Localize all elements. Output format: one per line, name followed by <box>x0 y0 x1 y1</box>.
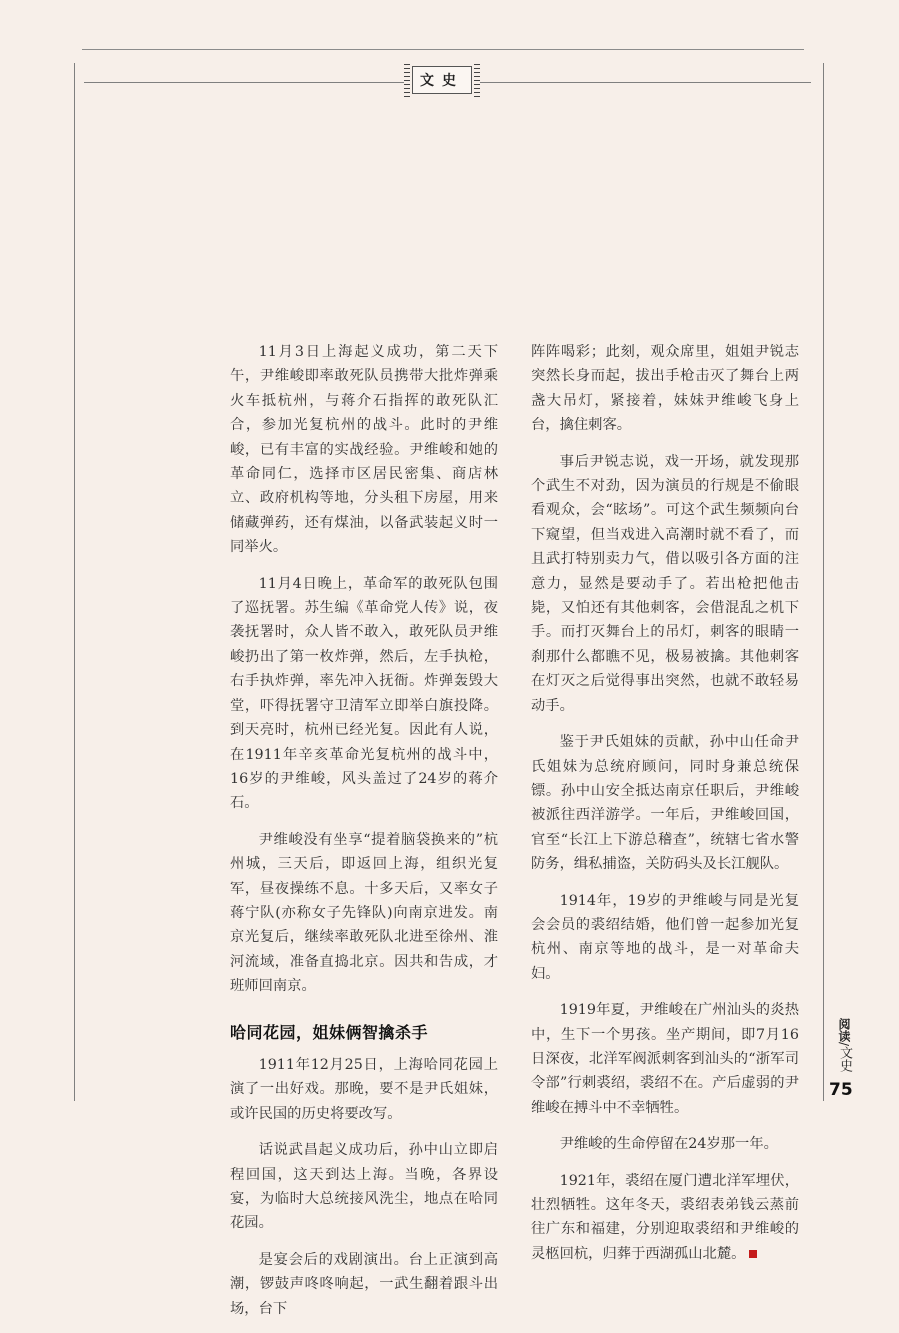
magazine-section-label <box>832 1018 854 1072</box>
paragraph: 11月4日晚上，革命军的敢死队包围了巡抚署。苏生编《革命党人传》说，夜袭抚署时，众人皆不敢入，敢死队员尹维峻扔出了第一枚炸弹，然后，左手执枪，右手执炸弹，率先冲入抚衙。炸弹轰毁大堂，吓得抚署守卫清军立即举白旗投降。到天亮时，杭州已经光复。因此有人说，在1911年辛亥革命光复杭州的战斗中，16岁的尹维峻，风头盖过了24岁的蒋介石。 <box>230 575 498 812</box>
frame-left-rule <box>74 63 75 1101</box>
paragraph-final-text: 1921年，裘绍在厦门遭北洋军埋伏，壮烈牺牲。这年冬天，裘绍表弟钱云蒸前往广东和福建，分别迎取裘绍和尹维峻的灵柩回杭，归葬于西湖孤山北麓。 <box>531 1172 799 1262</box>
paragraph: 鉴于尹氏姐妹的贡献，孙中山任命尹氏姐妹为总统府顾问，同时身兼总统保镖。孙中山安全抵达南京任职后，尹维峻被派往西洋游学。一年后，尹维峻回国，官至“长江上下游总稽查”，统辖七省水警防务，缉私捕盗，关防码头及长江舰队。 <box>531 734 799 873</box>
section-tag <box>404 64 480 97</box>
paragraph: 1919年夏，尹维峻在广州汕头的炎热中，生下一个男孩。坐产期间，即7月16日深夜，北洋军阀派刺客到汕头的“浙军司令部”行刺裘绍，裘绍不在。产后虚弱的尹维峻在搏斗中不幸牺牲。 <box>531 1002 799 1116</box>
article-column-left <box>230 340 498 1333</box>
tag-ornament-left <box>404 64 410 97</box>
paragraph: 11月3日上海起义成功，第二天下午，尹维峻即率敢死队员携带大批炸弹乘火车抵杭州，与蒋介石指挥的敢死队汇合，参加光复杭州的战斗。此时的尹维峻，已有丰富的实战经验。尹维峻和她的革命同仁，选择市区居民密集、商店林立、政府机构等地，分头租下房屋，用来储藏弹药，还有煤油，以备武装起义时一同举火。 <box>230 344 498 556</box>
paragraph-final <box>531 1169 799 1267</box>
label-slash: / <box>837 1042 851 1047</box>
section-tag-text: 文史 <box>420 73 464 89</box>
paragraph: 是宴会后的戏剧演出。台上正演到高潮，锣鼓声咚咚响起，一武生翻着跟斗出场，台下 <box>230 1251 498 1317</box>
paragraph: 1911年12月25日，上海哈同花园上演了一出好戏。那晚，要不是尹氏姐妹，或许民国的历史将要改写。 <box>230 1056 498 1122</box>
section-tag-box <box>412 66 472 94</box>
section-heading: 哈同花园，姐妹俩智擒杀手 <box>230 1022 429 1042</box>
end-mark-icon <box>749 1250 757 1258</box>
frame-right-rule <box>823 63 824 1101</box>
paragraph: 1914年，19岁的尹维峻与同是光复会会员的裘绍结婚，他们曾一起参加光复杭州、南京等地的战斗，是一对革命夫妇。 <box>531 892 799 982</box>
paragraph: 尹维峻的生命停留在24岁那一年。 <box>559 1136 778 1153</box>
page-number: 75 <box>829 1080 853 1100</box>
paragraph: 事后尹锐志说，戏一开场，就发现那个武生不对劲，因为演员的行规是不偷眼看观众，会“眩场”。可这个武生频频向台下窥望，但当戏进入高潮时就不看了，而且武打特别卖力气，借以吸引各方面的注意力，显然是要动手了。若出枪把他击毙，又怕还有其他刺客，会借混乱之机下手。而打灭舞台上的吊灯，刺客的眼睛一刹那什么都瞧不见，极易被擒。其他刺客在灯灭之后觉得事出突然，也就不敢轻易动手。 <box>531 453 799 714</box>
tag-ornament-right <box>474 64 480 97</box>
paragraph: 尹维峻没有坐享“提着脑袋换来的”杭州城，三天后，即返回上海，组织光复军，昼夜操练不息。十多天后，又率女子蒋宁队(亦称女子先锋队)向南京进发。南京光复后，继续率敢死队北进至徐州、淮河流域，准备直捣北京。因共和告成，才班师回南京。 <box>230 831 498 995</box>
paragraph-continuation: 阵阵喝彩；此刻，观众席里，姐姐尹锐志突然长身而起，拔出手枪击灭了舞台上两盏大吊灯，紧接着，妹妹尹维峻飞身上台，擒住刺客。 <box>531 344 799 434</box>
footer-section: 文史 <box>837 1046 852 1073</box>
paragraph: 话说武昌起义成功后，孙中山立即启程回国，这天到达上海。当晚，各界设宴，为临时大总统接风洗尘，地点在哈同花园。 <box>230 1142 498 1232</box>
article-column-right <box>531 340 799 1278</box>
top-rule <box>82 49 804 50</box>
magazine-brand: 阅读 <box>837 1018 851 1042</box>
